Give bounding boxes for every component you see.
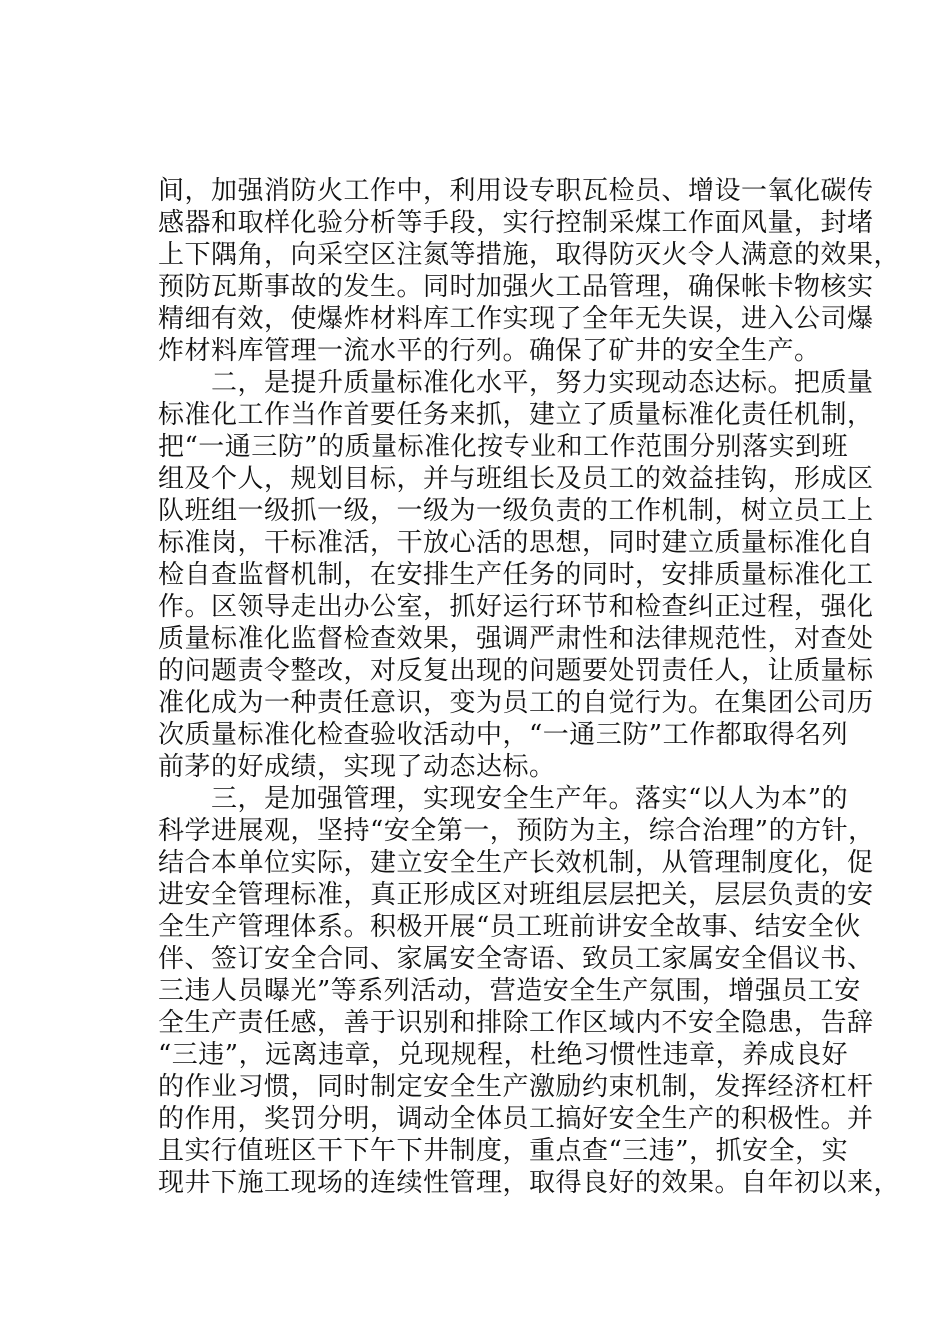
text-line: 结合本单位实际，建立安全生产长效机制，从管理制度化，促 — [158, 848, 874, 878]
text-line: 伴、签订安全合同、家属安全寄语、致员工家属安全倡议书、 — [158, 944, 874, 974]
text-line: 科学进展观，坚持“安全第一，预防为主，综合治理”的方针， — [158, 816, 875, 846]
text-line: “三违”，远离违章，兑现规程，杜绝习惯性违章，养成良好 — [158, 1040, 849, 1070]
text-line: 的作业习惯，同时制定安全生产激励约束机制，发挥经济杠杆 — [158, 1072, 874, 1102]
text-line: 且实行值班区干下午下井制度，重点查“三违”，抓安全，实 — [158, 1136, 849, 1166]
text-line: 质量标准化监督检查效果，强调严肃性和法律规范性，对查处 — [158, 624, 874, 654]
text-line: 间，加强消防火工作中，利用设专职瓦检员、增设一氧化碳传 — [158, 176, 874, 206]
text-line: 前茅的好成绩，实现了动态达标。 — [158, 752, 556, 782]
text-line: 精细有效，使爆炸材料库工作实现了全年无失误，进入公司爆 — [158, 304, 874, 334]
paragraph-2-start: 二，是提升质量标准化水平，努力实现动态达标。把质量 — [158, 368, 874, 398]
text-line: 三违人员曝光”等系列活动，营造安全生产氛围，增强员工安 — [158, 976, 861, 1006]
text-line: 检自查监督机制，在安排生产任务的同时，安排质量标准化工 — [158, 560, 874, 590]
text-line: 全生产责任感，善于识别和排除工作区域内不安全隐患，告辞 — [158, 1008, 874, 1038]
text-line: 准化成为一种责任意识，变为员工的自觉行为。在集团公司历 — [158, 688, 874, 718]
text-line: 炸材料库管理一流水平的行列。确保了矿井的安全生产。 — [158, 336, 821, 366]
text-line: 次质量标准化检查验收活动中，“一通三防”工作都取得名列 — [158, 720, 849, 750]
text-line: 作。区领导走出办公室，抓好运行环节和检查纠正过程，强化 — [158, 592, 874, 622]
text-line: 的作用，奖罚分明，调动全体员工搞好安全生产的积极性。并 — [158, 1104, 874, 1134]
text-line: 把“一通三防”的质量标准化按专业和工作范围分别落实到班 — [158, 432, 849, 462]
text-line: 全生产管理体系。积极开展“员工班前讲安全故事、结安全伙 — [158, 912, 861, 942]
text-line: 现井下施工现场的连续性管理，取得良好的效果。自年初以来， — [158, 1168, 901, 1198]
text-line: 进安全管理标准，真正形成区对班组层层把关，层层负责的安 — [158, 880, 874, 910]
text-line: 标准岗，干标准活，干放心活的思想，同时建立质量标准化自 — [158, 528, 874, 558]
paragraph-3-start: 三，是加强管理，实现安全生产年。落实“以人为本”的 — [158, 784, 849, 814]
text-line: 感器和取样化验分析等手段，实行控制采煤工作面风量，封堵 — [158, 208, 874, 238]
text-line: 队班组一级抓一级，一级为一级负责的工作机制，树立员工上 — [158, 496, 874, 526]
text-line: 上下隅角，向采空区注氮等措施，取得防灭火令人满意的效果， — [158, 240, 901, 270]
text-line: 组及个人，规划目标，并与班组长及员工的效益挂钩，形成区 — [158, 464, 874, 494]
text-line: 的问题责令整改，对反复出现的问题要处罚责任人，让质量标 — [158, 656, 874, 686]
text-line: 预防瓦斯事故的发生。同时加强火工品管理，确保帐卡物核实 — [158, 272, 874, 302]
text-line: 标准化工作当作首要任务来抓，建立了质量标准化责任机制， — [158, 400, 874, 430]
